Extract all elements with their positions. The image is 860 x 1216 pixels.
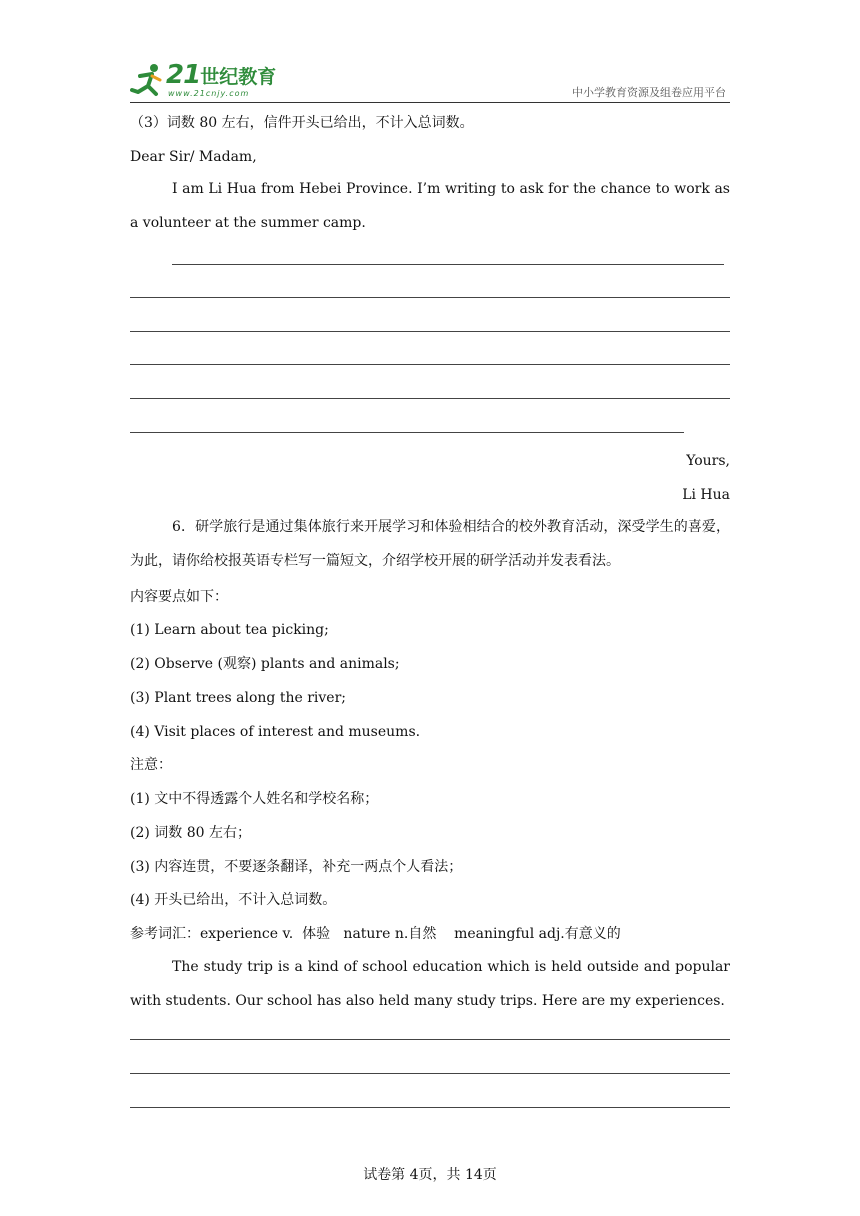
q6-note-1: (1) 文中不得透露个人姓名和学校名称； xyxy=(130,791,379,807)
q6-intro: 6．研学旅行是通过集体旅行来开展学习和体验相结合的校外教育活动，深受学生的喜爱，为此，请你给校报英语专栏写一篇短文，介绍学校开展的研学活动并发表看法。 xyxy=(130,519,730,569)
writing-line xyxy=(130,1107,730,1108)
writing-line xyxy=(130,1073,730,1074)
q6-point-2: (2) Observe (观察) plants and animals; xyxy=(130,656,400,672)
q5-closing: Yours, xyxy=(686,453,730,469)
writing-line xyxy=(130,398,730,399)
writing-line xyxy=(130,331,730,332)
q5-requirement-3: （3）词数 80 左右，信件开头已给出，不计入总词数。 xyxy=(130,115,474,131)
writing-line xyxy=(130,1039,730,1040)
q6-note-4: (4) 开头已给出，不计入总词数。 xyxy=(130,892,337,908)
writing-line xyxy=(130,432,684,433)
writing-line xyxy=(130,297,730,298)
logo xyxy=(130,62,280,100)
q6-points-title: 内容要点如下： xyxy=(130,589,228,605)
logo-url: www.21cnjy.com xyxy=(168,89,250,98)
q6-point-4: (4) Visit places of interest and museums. xyxy=(130,724,421,740)
q6-vocabulary: 参考词汇：experience v. 体验 nature n.自然 meaningful adj.有意义的 xyxy=(130,926,621,942)
platform-text: 中小学教育资源及组卷应用平台 xyxy=(572,86,726,99)
writing-line xyxy=(130,364,730,365)
q6-point-1: (1) Learn about tea picking; xyxy=(130,622,329,638)
page-header xyxy=(130,60,730,103)
logo-cn: 世纪教育 xyxy=(200,66,277,88)
runner-logo-icon xyxy=(130,62,164,100)
q5-salutation: Dear Sir/ Madam, xyxy=(130,149,257,165)
writing-line xyxy=(172,264,724,265)
logo-number: 21 xyxy=(166,60,201,90)
q5-opening-paragraph: I am Li Hua from Hebei Province. I’m writing to ask for the chance to work as a volunteer at the summer camp. xyxy=(130,181,730,231)
page-footer: 试卷第 4页，共 14页 xyxy=(363,1167,497,1183)
q6-opening-paragraph: The study trip is a kind of school education which is held outside and popular with students. Our school has also held many study trips. Here are my experiences. xyxy=(130,959,730,1009)
q6-notes-title: 注意： xyxy=(130,757,172,773)
q6-note-2: (2) 词数 80 左右； xyxy=(130,825,251,841)
q6-note-3: (3) 内容连贯，不要逐条翻译，补充一两点个人看法； xyxy=(130,859,463,875)
q6-point-3: (3) Plant trees along the river; xyxy=(130,690,346,706)
q5-signature: Li Hua xyxy=(682,487,730,503)
